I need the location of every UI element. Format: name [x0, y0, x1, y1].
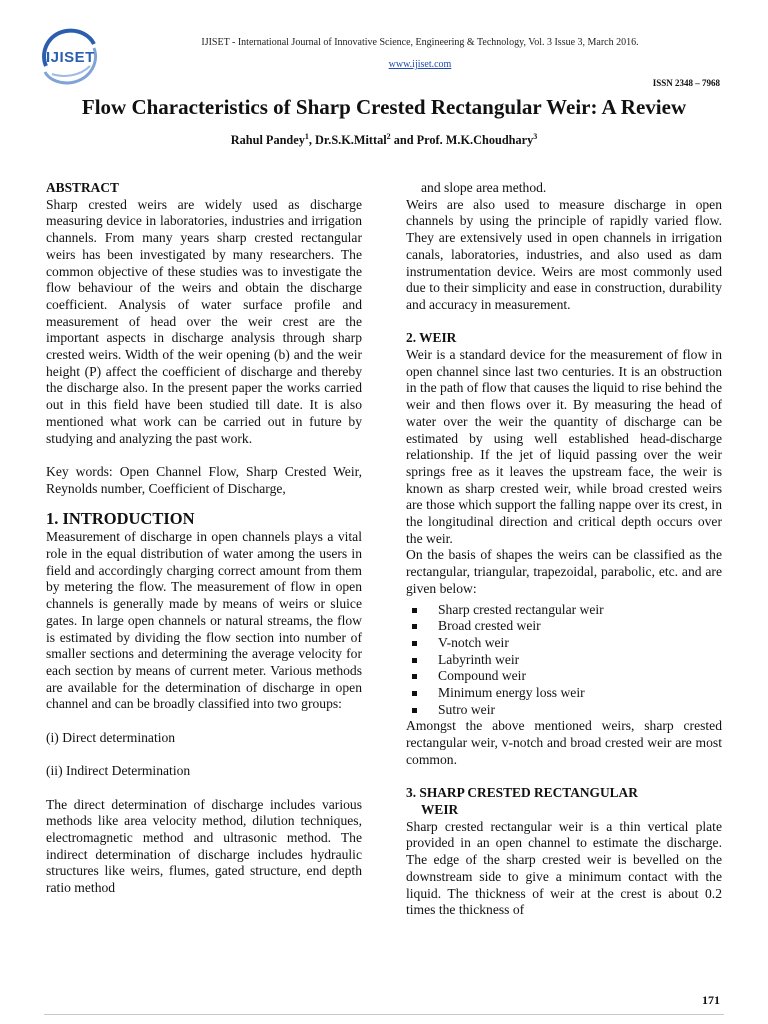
introduction-heading: 1. INTRODUCTION [46, 509, 195, 529]
weirs-usage-text: Weirs are also used to measure discharge in open channels by using the principle of rapidly varied flow. They are extensively used in open channels in irrigation canals, laboratories, industries, and also used as dam instrumentation device. Weirs are most commonly used due to their simplicity and ease in construction, durability and accuracy in measurement. [406, 196, 722, 312]
journal-url-link[interactable]: www.ijiset.com [388, 59, 452, 70]
paper-title: Flow Characteristics of Sharp Crested Rectangular Weir: A Review [81, 95, 687, 119]
sharp-crested-text: Sharp crested rectangular weir is a thin vertical plate provided in an open channel to estimate the discharge. The edge of the sharp crested weir is bevelled on the downstream side to give a minimum contact with the liquid. The thickness of weir at the crest is about 0.2 times the thickness of [406, 818, 722, 918]
introduction-text: Measurement of discharge in open channels plays a vital role in the equal distribution of water among the users in field and accordingly charging correct amount from them by metering the flow. The measurement of flow in open channels is generally made by means of weirs or sluice gates. In large open channels or natural streams, the flow is estimated by dividing the flow section into number of smaller sections and determining the average velocity for each section by means of current meter. Various methods are available for the determination of discharge in open channel and can be broadly classified into two groups: [46, 529, 362, 712]
weir-types-list [406, 602, 722, 719]
list-item: Broad crested weir [438, 618, 722, 635]
direct-determination-text: The direct determination of discharge includes various methods like area velocity method, dilution techniques, electromagnetic method and ultrasonic method. The indirect determination of discharge includes hydraulic structures like weirs, flumes, gated structure, end depth ratio method [46, 796, 362, 896]
author-name: Rahul Pandey [230, 133, 305, 147]
author-name: Prof. M.K.Choudhary [416, 133, 534, 147]
right-column [406, 180, 722, 919]
footer-rule [44, 1014, 724, 1015]
author-separator: and [390, 133, 417, 147]
weir-text: Weir is a standard device for the measurement of flow in open channel since last two centuries. It is an obstruction in the path of flow that causes the liquid to rise behind the weir and then flows over it. By measuring the head of water over the weir the quantity of discharge can be estimated by using well established head-discharge relationship. If the jet of liquid passing over the weir springs free as it leaves the upstream face, the weir is known as sharp crested weir, while broad crested weirs are those which support the falling nappe over its crest, in the longitudinal direction and critical depth occurs over the weir. [406, 347, 722, 546]
weir-heading: 2. WEIR [406, 330, 457, 346]
list-item: Sharp crested rectangular weir [438, 602, 722, 619]
author-line [20, 131, 748, 149]
abstract-text: Sharp crested weirs are widely used as discharge measuring device in laboratories, industries and irrigation channels. From many years sharp crested rectangular weirs has been investigated by many researchers. The common objective of these studies was to investigate the flow behaviour of the weirs and obtain the discharge coefficient. Analysis of water surface profile and measurement of head over the weir crest are the important aspects in discharge analysis through sharp crested weirs. Width of the weir opening (b) and the weir height (P) affect the coefficient of discharge and thereby the discharge also. In the present paper the works carried out in this field have been studied till date. It is also mentioned what work can be carried out in future by studying and analyzing the past work. [46, 196, 362, 446]
group-indirect: (ii) Indirect Determination [46, 763, 191, 779]
author-name: Dr.S.K.Mittal [315, 133, 387, 147]
abstract-heading: ABSTRACT [46, 180, 119, 195]
common-weirs-text: Amongst the above mentioned weirs, sharp crested rectangular weir, v-notch and broad crested weir are most common. [406, 718, 722, 767]
author-separator: , [308, 133, 316, 147]
list-item: Compound weir [438, 668, 722, 685]
weir-shapes-text: On the basis of shapes the weirs can be classified as the rectangular, triangular, trapezoidal, parabolic, etc. and are given below: [406, 547, 722, 596]
list-item: Labyrinth weir [438, 652, 722, 669]
issn: ISSN 2348 – 7968 [652, 78, 720, 88]
sharp-crested-heading-line2: WEIR [421, 801, 459, 817]
list-item: Minimum energy loss weir [438, 685, 722, 702]
continued-text: and slope area method. [421, 180, 547, 195]
logo-text: IJISET [46, 49, 95, 66]
page-number: 171 [702, 993, 720, 1007]
journal-line: IJISET - International Journal of Innovative Science, Engineering & Technology, Vol. 3 Issue 3, March 2016. [201, 37, 639, 48]
list-item: V-notch weir [438, 635, 722, 652]
sharp-crested-heading-line1: 3. SHARP CRESTED RECTANGULAR [406, 785, 638, 801]
author-affiliation-mark: 2 [386, 131, 391, 141]
author-affiliation-mark: 1 [304, 131, 309, 141]
keywords-text: Key words: Open Channel Flow, Sharp Crested Weir, Reynolds number, Coefficient of Discharge, [46, 463, 362, 496]
sharp-crested-heading [406, 785, 722, 818]
ijiset-logo [36, 26, 112, 88]
author-affiliation-mark: 3 [533, 131, 538, 141]
left-column [46, 180, 362, 897]
list-item: Sutro weir [438, 702, 722, 719]
group-direct: (i) Direct determination [46, 729, 176, 745]
